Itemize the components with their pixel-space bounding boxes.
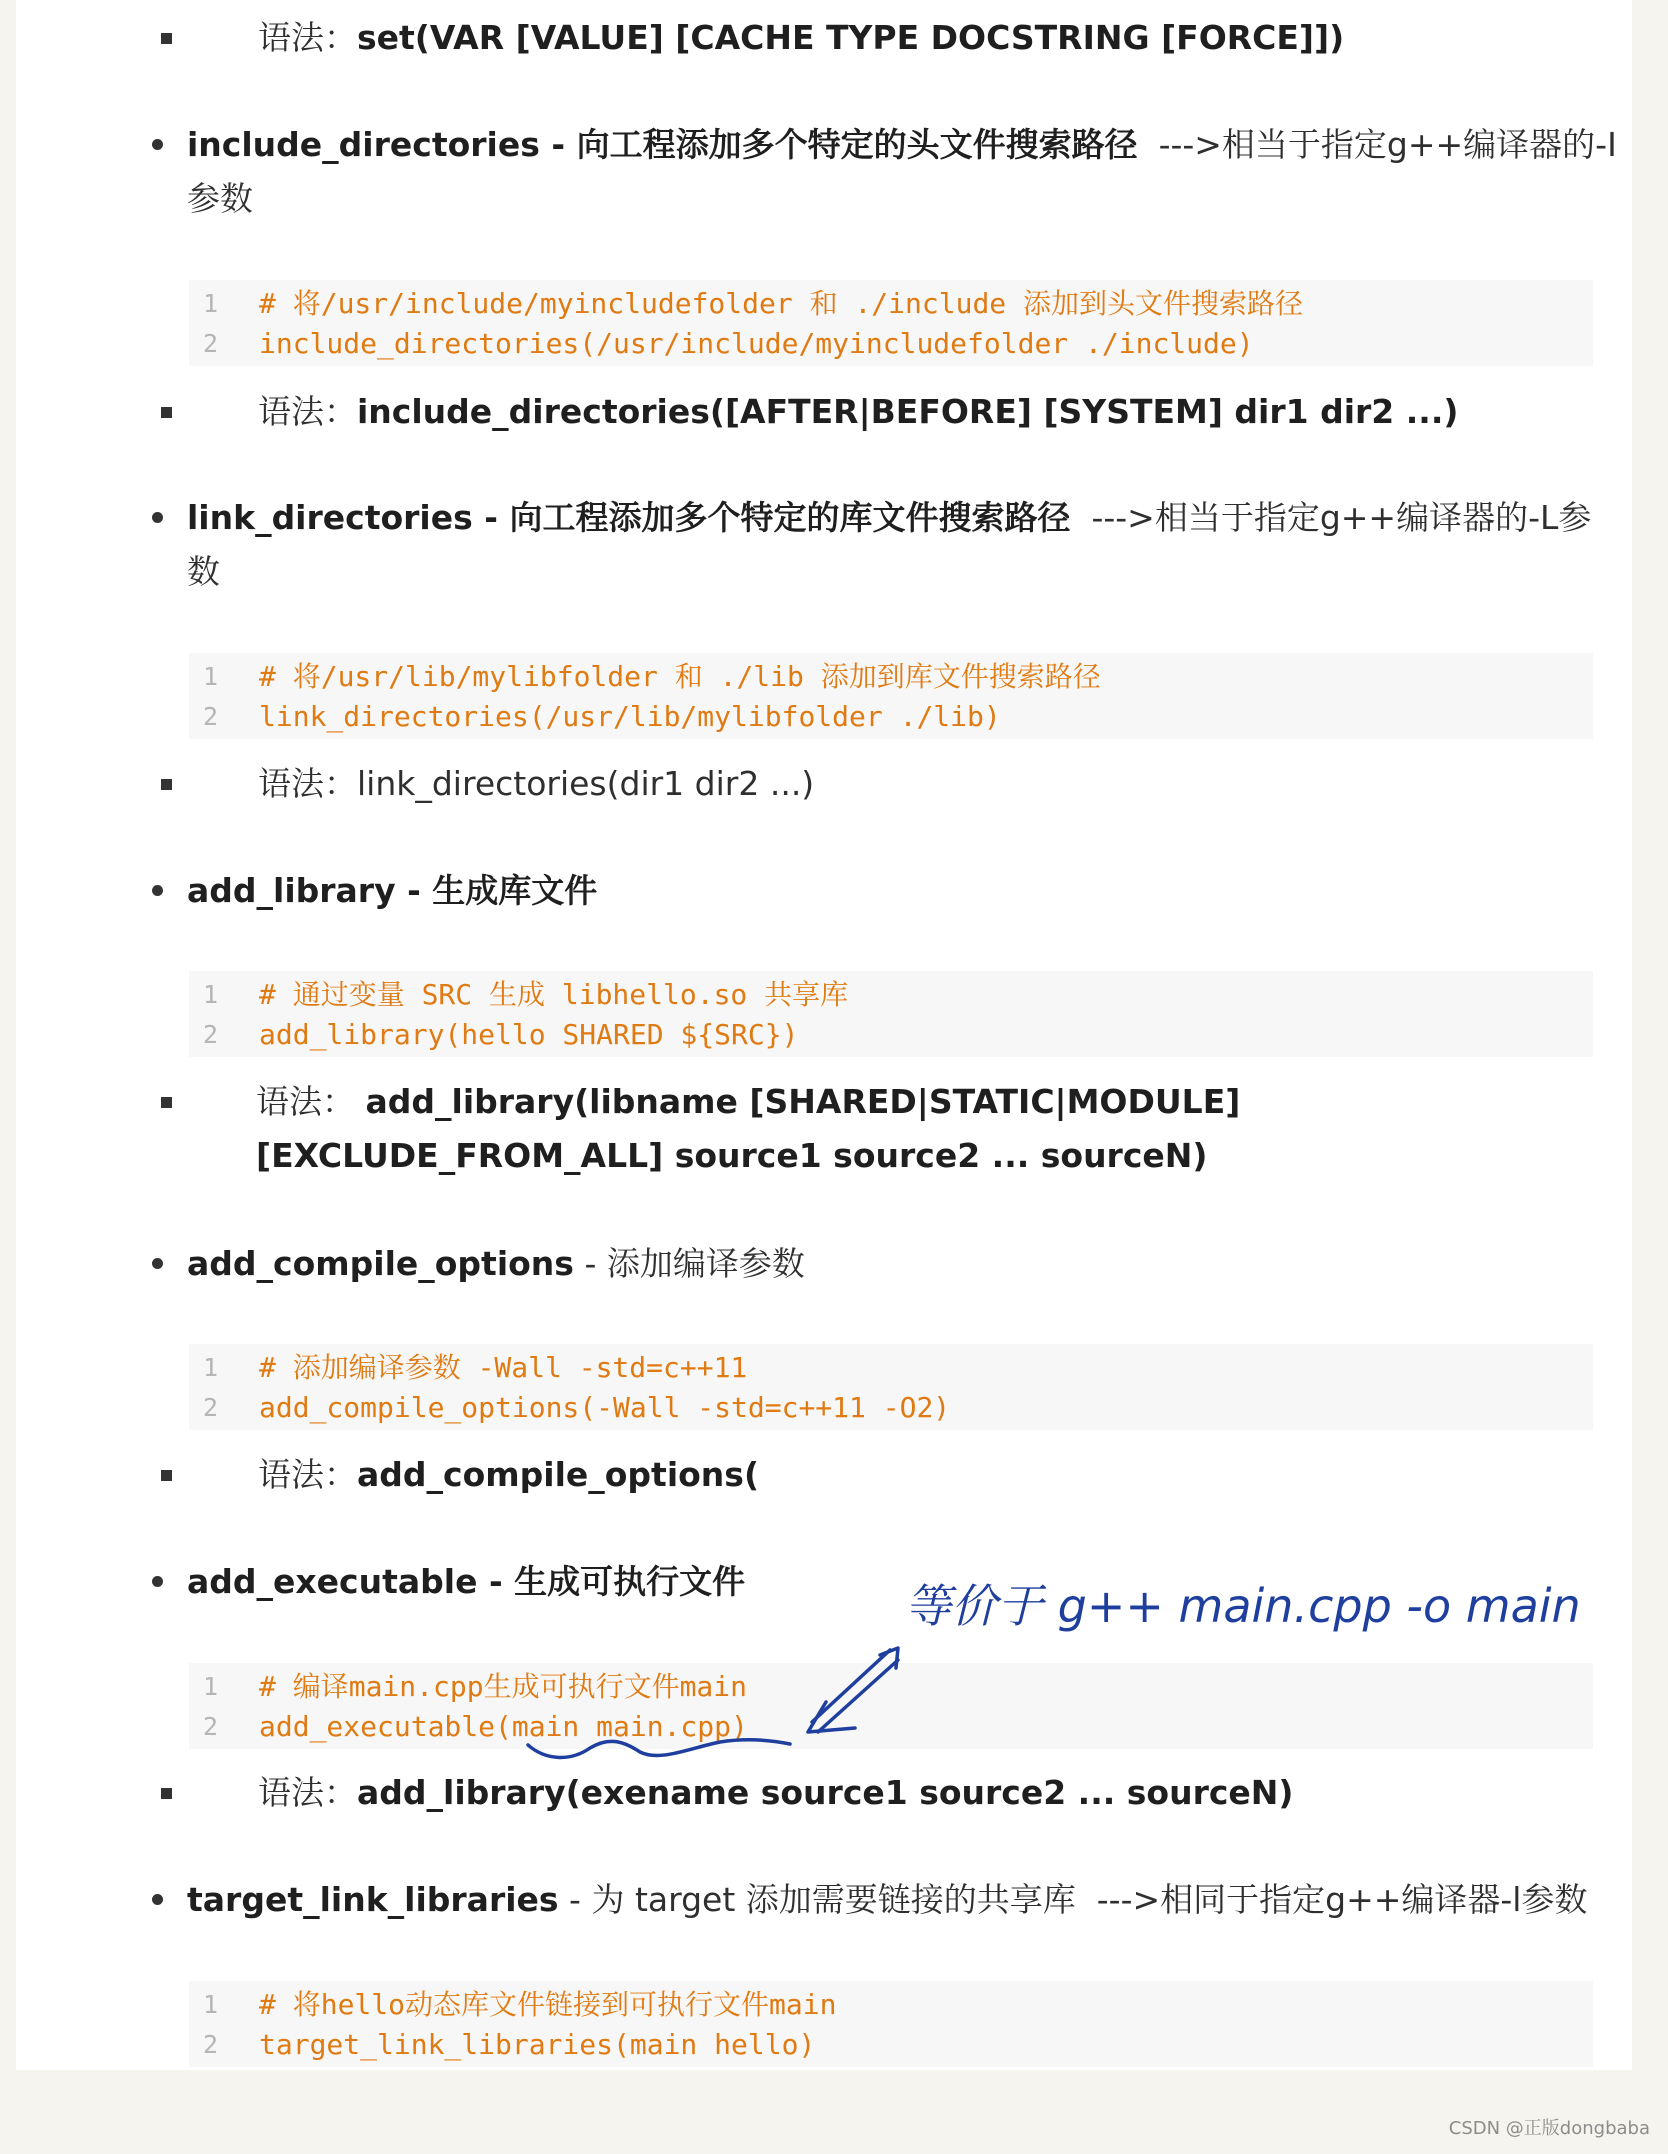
line-number: 1 (203, 1672, 219, 1701)
syntax-label: 语法： (258, 18, 357, 57)
bullet-dot (152, 1894, 163, 1905)
syntax-line-add-executable: 语法：add_library(exename source1 source2 ... sourceN) (258, 1773, 1294, 1812)
square-bullet (161, 1788, 172, 1799)
line-number: 2 (203, 702, 219, 731)
command-note: --->相当于指定g++编译器的-I参数 (187, 125, 1617, 218)
command-name: add_compile_options (187, 1244, 574, 1283)
code-statement: add_compile_options(-Wall -std=c++11 -O2) (259, 1391, 951, 1424)
code-comment: # 添加编译参数 -Wall -std=c++11 (259, 1351, 748, 1384)
section-heading-add-executable: add_executable - 生成可执行文件 (187, 1562, 746, 1601)
syntax-line-link-directories: 语法：link_directories(dir1 dir2 ...) (258, 764, 815, 803)
syntax-text: include_directories([AFTER|BEFORE] [SYSTEM] dir1 dir2 ...) (357, 392, 1459, 431)
line-number: 1 (203, 1353, 219, 1382)
syntax-text: add_compile_options( (357, 1455, 760, 1494)
command-description: 向工程添加多个特定的库文件搜索路径 (509, 498, 1071, 537)
document-page (16, 0, 1632, 2070)
section-heading-include-directories: include_directories - 向工程添加多个特定的头文件搜索路径 --->相当于指定g++编译器的-I参数 (187, 125, 1617, 218)
code-comment: # 将/usr/lib/mylibfolder 和 ./lib 添加到库文件搜索路径 (259, 660, 1101, 693)
command-note: --->相当于指定g++编译器的-L参数 (187, 498, 1592, 591)
line-number: 2 (203, 329, 219, 358)
command-name: add_library (187, 871, 396, 910)
bullet-dot (152, 1576, 163, 1587)
code-comment: # 编译main.cpp生成可执行文件main (259, 1670, 748, 1703)
handwritten-note: 等价于 g++ main.cpp -o main (905, 1579, 1581, 1633)
section-heading-link-directories: link_directories - 向工程添加多个特定的库文件搜索路径 --->相当于指定g++编译器的-L参数 (187, 498, 1592, 591)
code-block-add-executable (189, 1663, 1593, 1749)
section-heading-target-link-libraries: target_link_libraries - 为 target 添加需要链接的共享库 --->相同于指定g++编译器-l参数 (187, 1880, 1588, 1919)
line-number: 1 (203, 289, 219, 318)
code-statement: link_directories(/usr/lib/mylibfolder ./lib) (259, 700, 1001, 733)
syntax-line-add-compile-options: 语法：add_compile_options( (258, 1455, 760, 1494)
syntax-line-include-directories: 语法：include_directories([AFTER|BEFORE] [SYSTEM] dir1 dir2 ...) (258, 392, 1459, 431)
code-statement: add_executable(main main.cpp) (259, 1710, 748, 1743)
code-statement: add_library(hello SHARED ${SRC}) (259, 1018, 799, 1051)
bullet-dot (152, 512, 163, 523)
code-statement: target_link_libraries(main hello) (259, 2028, 816, 2061)
command-name: link_directories (187, 498, 473, 537)
square-bullet (161, 779, 172, 790)
command-description: 生成库文件 (432, 871, 598, 910)
code-comment: # 将/usr/include/myincludefolder 和 ./include 添加到头文件搜索路径 (259, 287, 1304, 320)
line-number: 2 (203, 1712, 219, 1741)
syntax-text: add_library(libname [SHARED|STATIC|MODULE] [EXCLUDE_FROM_ALL] source1 source2 ... sourceN) (256, 1082, 1241, 1175)
command-description: 添加编译参数 (606, 1244, 805, 1283)
command-description: 生成可执行文件 (514, 1562, 746, 1601)
command-name: target_link_libraries (187, 1880, 559, 1919)
code-block-link-directories (189, 653, 1593, 739)
code-block-include-directories (189, 280, 1593, 366)
code-block-target-link-libraries (189, 1981, 1593, 2067)
line-number: 2 (203, 2030, 219, 2059)
command-name: add_executable (187, 1562, 478, 1601)
syntax-line-set (258, 11, 1344, 65)
line-number: 1 (203, 1990, 219, 2019)
code-block-add-compile-options (189, 1344, 1593, 1430)
line-number: 2 (203, 1393, 219, 1422)
line-number: 1 (203, 980, 219, 1009)
syntax-text: add_library(exename source1 source2 ... sourceN) (357, 1773, 1294, 1812)
command-description: 为 target 添加需要链接的共享库 (591, 1880, 1076, 1919)
code-block-add-library (189, 971, 1593, 1057)
code-comment: # 通过变量 SRC 生成 libhello.so 共享库 (259, 978, 849, 1011)
bullet-dot (152, 1258, 163, 1269)
syntax-line-add-library: 语法： add_library(libname [SHARED|STATIC|MODULE] [EXCLUDE_FROM_ALL] source1 source2 ... sourceN) (256, 1082, 1241, 1175)
line-number: 2 (203, 1020, 219, 1049)
syntax-text: set(VAR [VALUE] [CACHE TYPE DOCSTRING [FORCE]]) (357, 18, 1345, 57)
syntax-text: link_directories(dir1 dir2 ...) (357, 764, 815, 803)
bullet-dot (152, 139, 163, 150)
section-heading-add-library: add_library - 生成库文件 (187, 871, 598, 910)
section-heading-add-compile-options: add_compile_options - 添加编译参数 (187, 1244, 805, 1283)
square-bullet (161, 1097, 172, 1108)
command-description: 向工程添加多个特定的头文件搜索路径 (576, 125, 1138, 164)
watermark: CSDN @正版dongbaba (1448, 2118, 1650, 2139)
square-bullet (161, 407, 172, 418)
command-name: include_directories (187, 125, 540, 164)
bullet-dot (152, 885, 163, 896)
code-comment: # 将hello动态库文件链接到可执行文件main (259, 1988, 837, 2021)
square-bullet (161, 1470, 172, 1481)
square-bullet (161, 33, 172, 44)
line-number: 1 (203, 662, 219, 691)
command-note: --->相同于指定g++编译器-l参数 (1096, 1880, 1588, 1919)
code-statement: include_directories(/usr/include/myincludefolder ./include) (259, 327, 1254, 360)
